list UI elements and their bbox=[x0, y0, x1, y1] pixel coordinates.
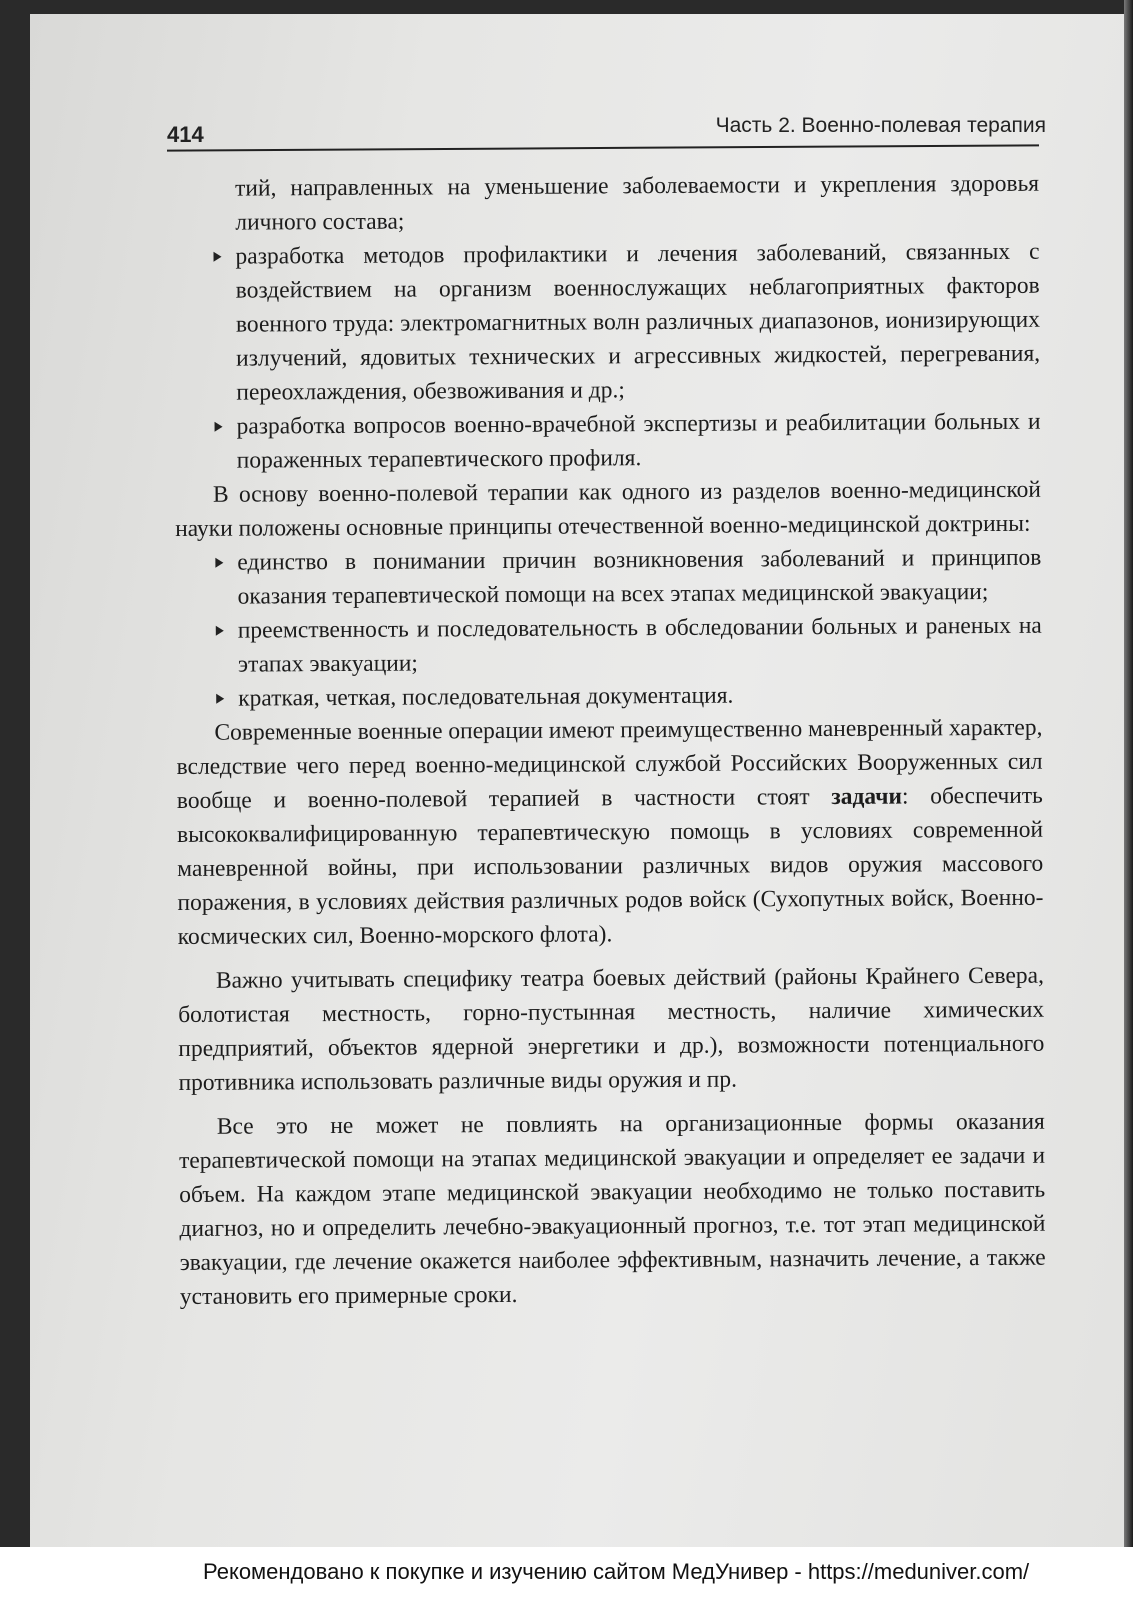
footer-text: Рекомендовано к покупке и изучению сайтом МедУнивер - https://meduniver.com/ bbox=[203, 1559, 1030, 1584]
paragraph: Важно учитывать специфику театра боевых действий (районы Крайнего Севера, болотистая местность, горно-пустынная местность, наличие химических предприятий, объектов ядерной энергетики и др.), возможности потенциального противника использовать различные виды оружия и пр. bbox=[178, 962, 1045, 1096]
list-item: единство в понимании причин возникновения заболеваний и принципов оказания терапевтической помощи на всех этапах медицинской эвакуации; bbox=[175, 541, 1041, 614]
scan-edge bbox=[1124, 0, 1133, 1600]
paragraph: В основу военно-полевой терапии как одного из разделов военно-медицинской науки положены основные принципы отечественной военно-медицинской доктрины: bbox=[175, 476, 1042, 542]
page-number: 414 bbox=[167, 122, 204, 147]
list-item: преемственность и последовательность в обследовании больных и раненых на этапах эвакуации; bbox=[176, 609, 1042, 682]
paragraph-text: Современные военные операции имеют преимущественно маневренный характер, вследствие чего перед военно-медицинской службой Российских Вооруженных сил вообще и военно-полевой терапией в частности стоят bbox=[176, 714, 1043, 814]
list-item: разработка методов профилактики и лечения заболеваний, связанных с воздействием на организм военнослужащих неблагоприятных факторов военного труда: электромагнитных волн различных диапазонов, ионизирующих излучений, ядовитых технических и агрессивных жидкостей, перегревания, переохлаждения, обезвоживания и др.; bbox=[173, 235, 1040, 410]
paragraph-text: : обеспечить высококвалифицированную терапевтическую помощь в условиях современной маневренной войны, при использовании различных видов оружия массового поражения, в условиях действия различных родов войск (Сухопутных войск, Военно-космических сил, Военно-морского флота). bbox=[176, 782, 1044, 950]
bold-term: задачи bbox=[831, 783, 903, 810]
list-item: краткая, четкая, последовательная документация. bbox=[176, 677, 1042, 716]
footer-banner bbox=[0, 1547, 1133, 1600]
header-rule bbox=[167, 144, 1039, 151]
page-body bbox=[173, 167, 1046, 1314]
continued-bullet-text: тий, направленных на уменьшение заболеваемости и укрепления здоровья личного состава; bbox=[235, 170, 1040, 236]
paragraph: Все это не может не повлиять на организационные формы оказания терапевтической помощи на этапах медицинской эвакуации и определяет ее задачи и объем. На каждом этапе медицинской эвакуации необходимо не только поставить диагноз, но и определить лечебно-эвакуационный прогноз, т.е. тот этап медицинской эвакуации, где лечение окажется наиболее эффективным, назначить лечение, а также установить его примерные сроки. bbox=[178, 1108, 1046, 1310]
paragraph bbox=[176, 711, 1043, 954]
book-page bbox=[30, 14, 1124, 1600]
running-head: Часть 2. Военно-полевая терапия bbox=[715, 114, 1046, 137]
list-item: разработка вопросов военно-врачебной экспертизы и реабилитации больных и пораженных терапевтического профиля. bbox=[174, 405, 1040, 478]
